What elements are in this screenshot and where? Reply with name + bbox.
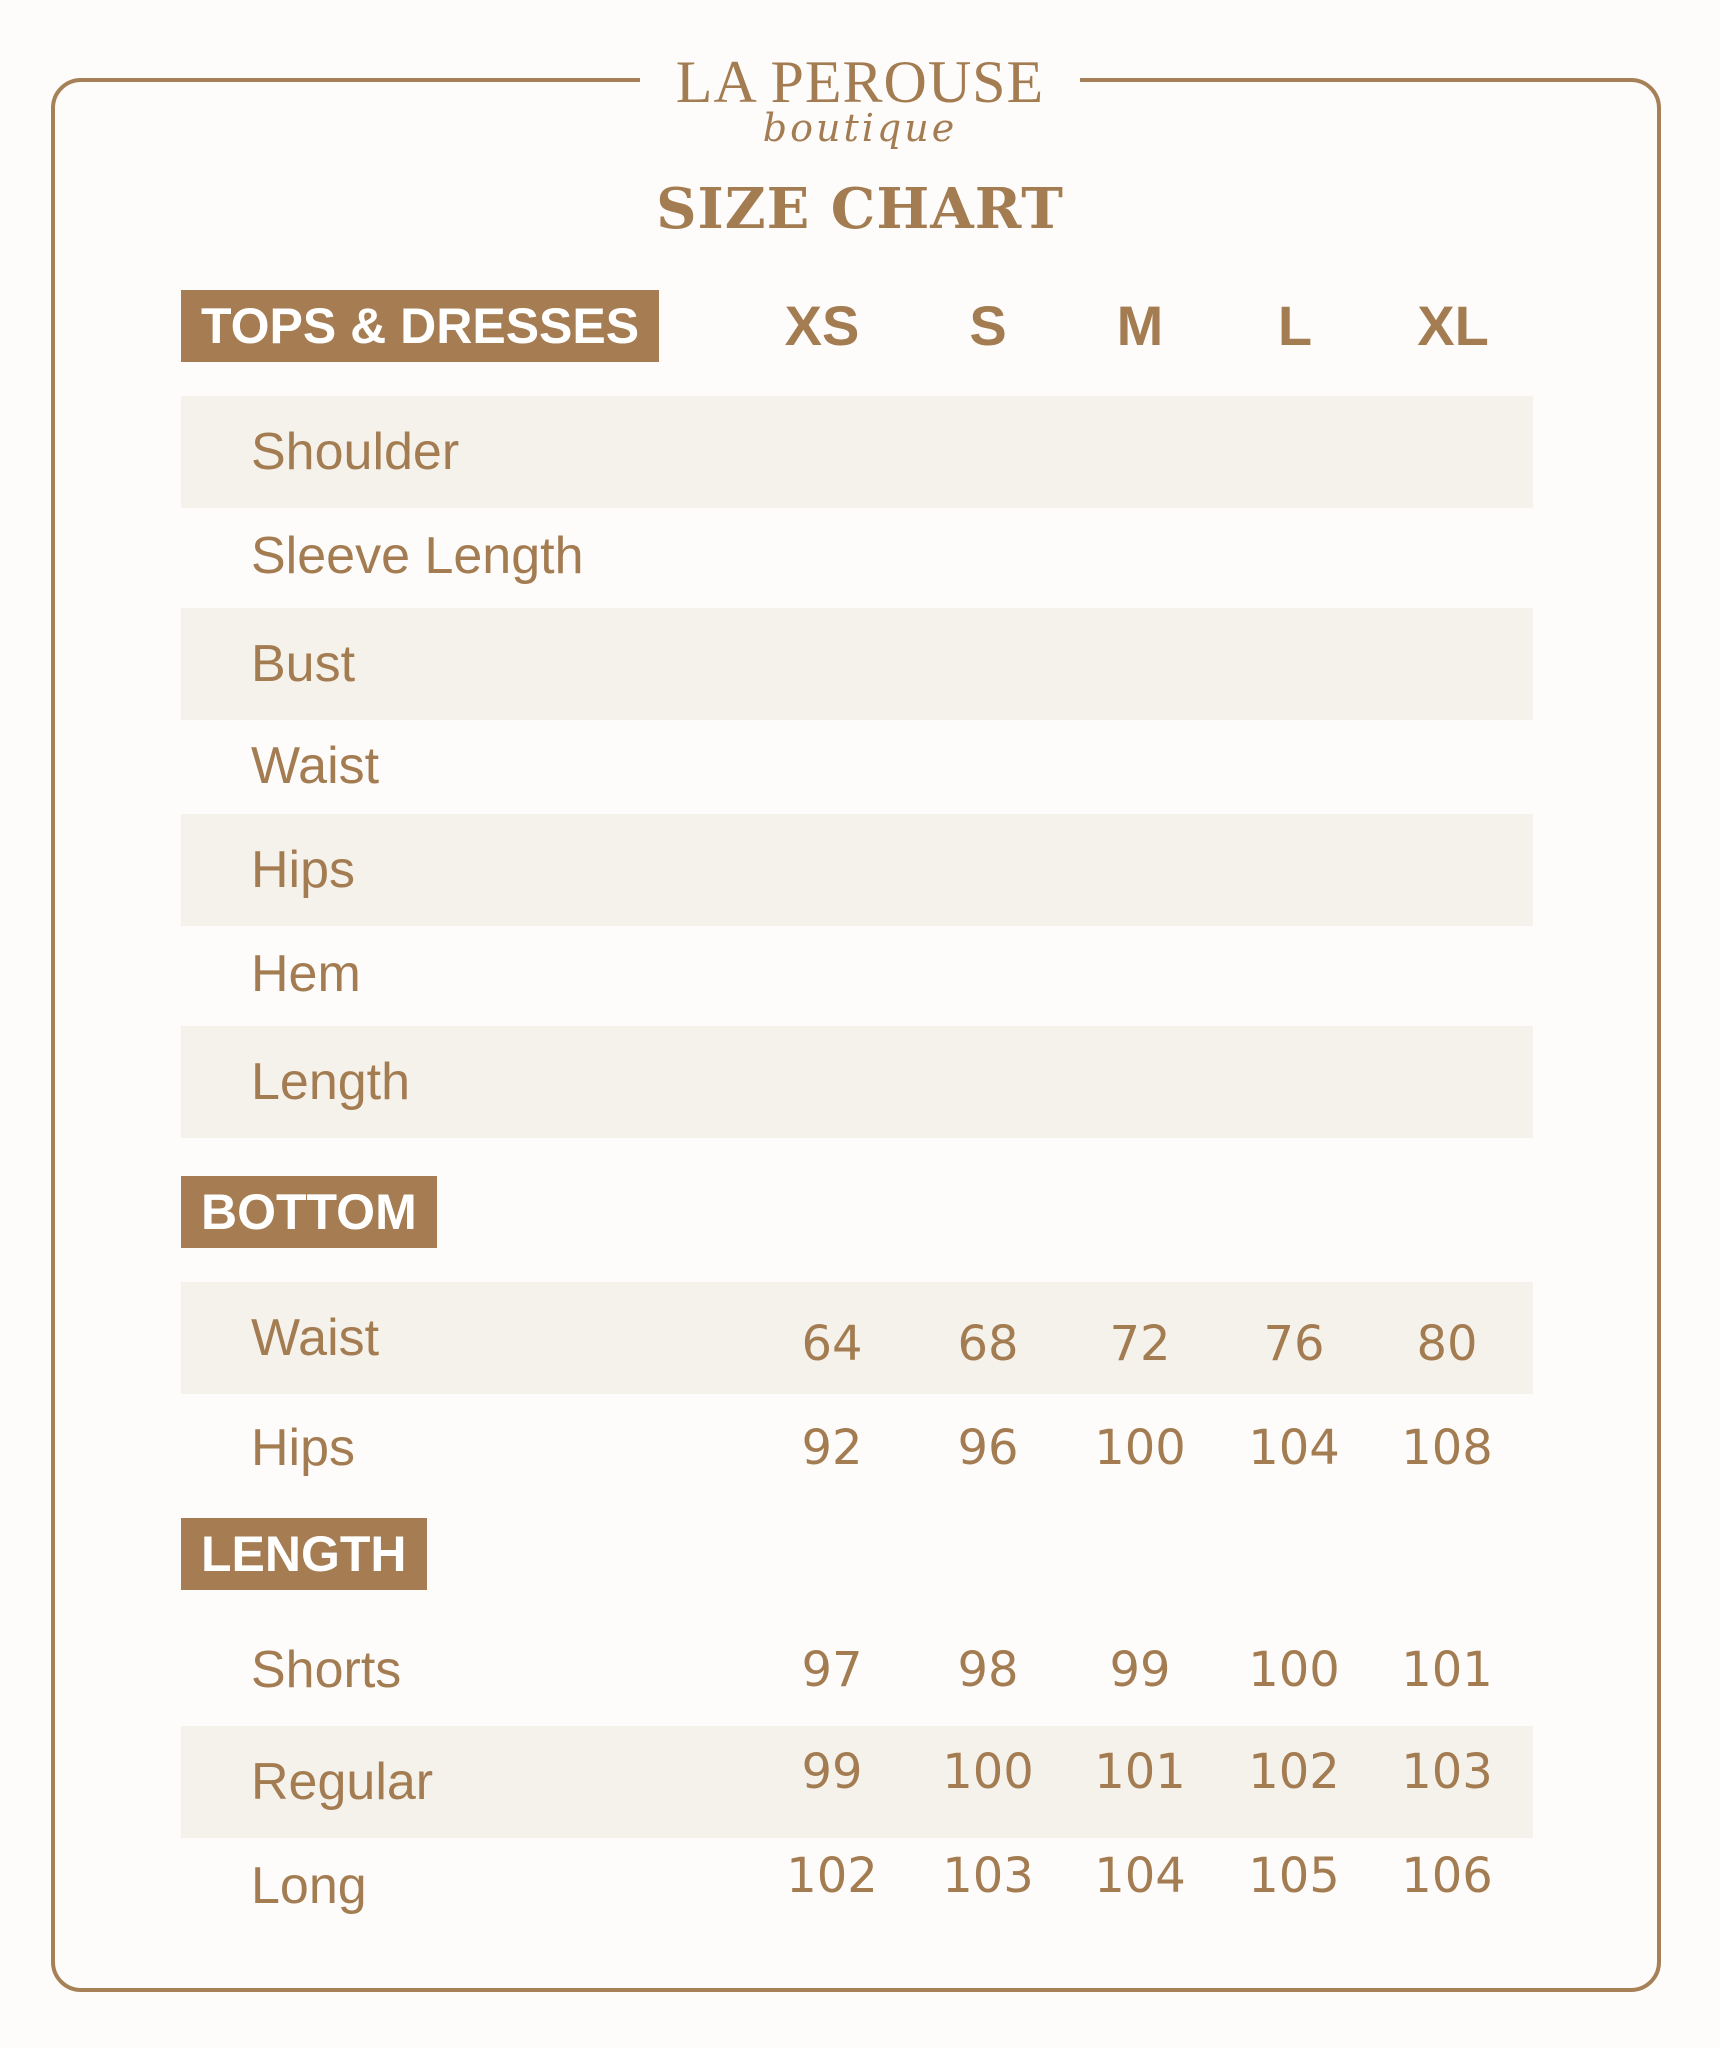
table-row [181,1392,1533,1504]
value-cell: 108 [1401,1420,1493,1476]
value-cell: 101 [1401,1642,1493,1698]
table-row [181,710,1533,822]
value-cell: 68 [957,1316,1019,1372]
value-cell: 103 [1401,1744,1493,1800]
value-cell: 105 [1248,1848,1340,1904]
value-cell: 100 [1094,1420,1186,1476]
brand-logo [640,28,1080,158]
value-cell: 100 [1248,1642,1340,1698]
table-row [181,608,1533,720]
value-cell: 103 [942,1848,1034,1904]
table-row [181,1026,1533,1138]
value-cell: 64 [801,1316,863,1372]
row-label: Long [251,1857,367,1915]
row-label: Waist [251,1309,380,1367]
size-header-m: M [1116,294,1164,357]
size-header-l: L [1277,294,1313,357]
table-row [181,918,1533,1030]
value-cell: 106 [1401,1848,1493,1904]
size-header-xs: XS [784,294,860,357]
value-cell: 96 [957,1420,1019,1476]
row-label: Regular [251,1753,434,1811]
value-cell: 101 [1094,1744,1186,1800]
table-row [181,1614,1533,1726]
table-row [181,396,1533,508]
row-label: Bust [251,635,356,693]
section-label-bottom: BOTTOM [181,1176,437,1248]
row-label: Shoulder [251,423,460,481]
page-title: SIZE CHART [656,176,1064,242]
brand-name: LA PEROUSE [675,49,1045,115]
table-row [181,814,1533,926]
value-cell: 92 [801,1420,863,1476]
value-cell: 80 [1416,1316,1478,1372]
value-cell: 97 [801,1642,863,1698]
section-label-tops: TOPS & DRESSES [181,290,659,362]
brand-script: boutique [762,106,958,150]
value-cell: 72 [1109,1316,1171,1372]
size-header-s: S [969,294,1007,357]
row-label: Length [251,1053,411,1111]
table-row [181,1830,1533,1942]
row-label: Shorts [251,1641,402,1699]
value-cell: 104 [1094,1848,1186,1904]
row-label: Hem [251,945,361,1003]
row-label: Hips [251,1419,356,1477]
row-label: Sleeve Length [251,527,584,585]
value-cell: 102 [1248,1744,1340,1800]
row-label: Waist [251,737,380,795]
value-cell: 98 [957,1642,1019,1698]
value-cell: 76 [1263,1316,1325,1372]
value-cell: 99 [1109,1642,1171,1698]
table-row [181,500,1533,612]
size-header-xl: XL [1417,294,1489,357]
value-cell: 102 [786,1848,878,1904]
value-cell: 100 [942,1744,1034,1800]
table-row [181,1282,1533,1394]
value-cell: 104 [1248,1420,1340,1476]
value-cell: 99 [801,1744,863,1800]
section-label-length: LENGTH [181,1518,427,1590]
row-label: Hips [251,841,356,899]
